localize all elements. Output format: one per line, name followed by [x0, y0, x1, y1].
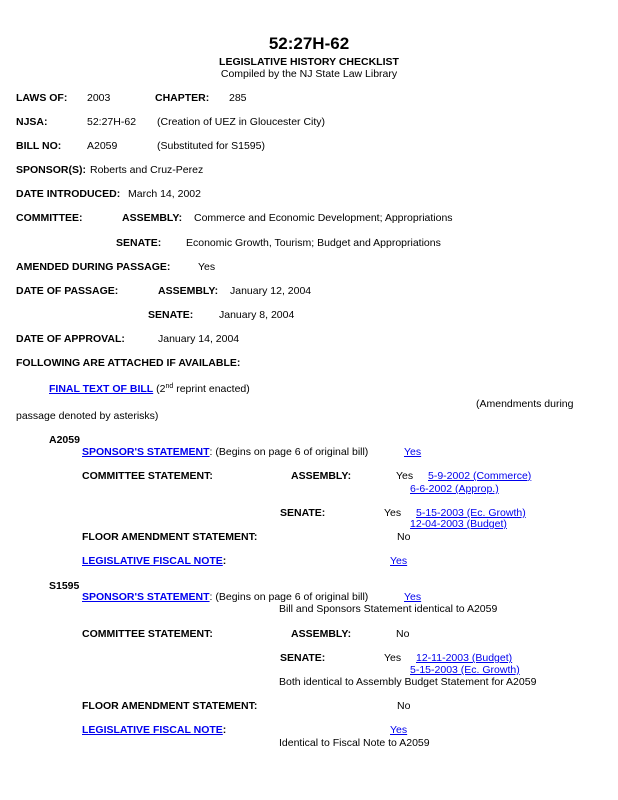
- s1595-senate-link-1[interactable]: 12-11-2003 (Budget): [416, 652, 513, 664]
- a2059-committee-label: COMMITTEE STATEMENT:: [82, 470, 213, 482]
- committee-assembly-value: Commerce and Economic Development; Appropriations: [194, 212, 453, 224]
- amendments-note-left: passage denoted by asterisks): [16, 410, 159, 422]
- amended-label: AMENDED DURING PASSAGE:: [16, 261, 171, 273]
- s1595-floor-value: No: [397, 700, 411, 712]
- s1595-committee-label: COMMITTEE STATEMENT:: [82, 628, 213, 640]
- a2059-senate-link-2[interactable]: 12-04-2003 (Budget): [410, 518, 507, 530]
- a2059-sponsor-statement-link[interactable]: SPONSOR'S STATEMENT: [82, 446, 210, 458]
- a2059-sponsor-yes-link[interactable]: Yes: [404, 446, 422, 458]
- a2059-senate-yes: Yes: [384, 507, 402, 519]
- amended-value: Yes: [198, 261, 216, 273]
- a2059-assembly-link-1[interactable]: 5-9-2002 (Commerce): [428, 470, 532, 482]
- a2059-assembly-label: ASSEMBLY:: [291, 470, 352, 482]
- committee-senate-label: SENATE:: [116, 237, 162, 249]
- chapter-value: 285: [229, 92, 247, 104]
- final-text-line: [49, 383, 250, 395]
- s1595-senate-yes: Yes: [384, 652, 402, 664]
- a2059-sponsor-note: : (Begins on page 6 of original bill): [209, 446, 369, 458]
- sponsors-label: SPONSOR(S):: [16, 164, 87, 176]
- a2059-assembly-link-2[interactable]: 6-6-2002 (Approp.): [410, 483, 499, 495]
- reprint-note: (2nd reprint enacted): [156, 383, 250, 395]
- laws-of-label: LAWS OF:: [16, 92, 68, 104]
- a2059-fiscal-yes-link[interactable]: Yes: [390, 555, 408, 567]
- s1595-sponsor-note: : (Begins on page 6 of original bill): [209, 591, 369, 603]
- bill-no-note: (Substituted for S1595): [157, 140, 265, 152]
- date-of-approval-value: January 14, 2004: [158, 333, 240, 345]
- njsa-description: (Creation of UEZ in Gloucester City): [157, 116, 326, 128]
- date-introduced-value: March 14, 2002: [128, 188, 201, 200]
- s1595-assembly-label: ASSEMBLY:: [291, 628, 352, 640]
- a2059-floor-label: FLOOR AMENDMENT STATEMENT:: [82, 531, 258, 543]
- s1595-senate-identical-note: Both identical to Assembly Budget Statement for A2059: [279, 676, 537, 688]
- a2059-assembly-yes: Yes: [396, 470, 414, 482]
- passage-assembly-value: January 12, 2004: [230, 285, 312, 297]
- passage-assembly-label: ASSEMBLY:: [158, 285, 219, 297]
- page-title: 52:27H-62: [268, 34, 350, 53]
- bill-no-label: BILL NO:: [16, 140, 62, 152]
- passage-senate-label: SENATE:: [148, 309, 194, 321]
- s1595-fiscal-yes-link[interactable]: Yes: [390, 724, 408, 736]
- page-subtitle: LEGISLATIVE HISTORY CHECKLIST: [219, 56, 399, 68]
- date-introduced-label: DATE INTRODUCED:: [16, 188, 121, 200]
- a2059-fiscal-note-link[interactable]: LEGISLATIVE FISCAL NOTE: [82, 555, 223, 567]
- date-of-approval-label: DATE OF APPROVAL:: [16, 333, 125, 345]
- a2059-sponsor-line: [82, 446, 368, 458]
- s1595-fiscal-note-link[interactable]: LEGISLATIVE FISCAL NOTE: [82, 724, 223, 736]
- sponsors-value: Roberts and Cruz-Perez: [90, 164, 204, 176]
- final-text-link[interactable]: FINAL TEXT OF BILL: [49, 383, 154, 395]
- laws-of-value: 2003: [87, 92, 111, 104]
- a2059-fiscal-line: LEGISLATIVE FISCAL NOTE:: [82, 555, 227, 567]
- compiled-by: Compiled by the NJ State Law Library: [220, 68, 398, 80]
- s1595-floor-label: FLOOR AMENDMENT STATEMENT:: [82, 700, 258, 712]
- s1595-fiscal-identical-note: Identical to Fiscal Note to A2059: [279, 737, 430, 749]
- committee-label: COMMITTEE:: [16, 212, 83, 224]
- s1595-senate-label: SENATE:: [280, 652, 326, 664]
- bill-no-value: A2059: [87, 140, 118, 152]
- passage-senate-value: January 8, 2004: [219, 309, 295, 321]
- s1595-sponsor-yes-link[interactable]: Yes: [404, 591, 422, 603]
- s1595-sponsor-identical-note: Bill and Sponsors Statement identical to A2059: [279, 603, 498, 615]
- committee-assembly-label: ASSEMBLY:: [122, 212, 183, 224]
- s1595-fiscal-line: LEGISLATIVE FISCAL NOTE:: [82, 724, 227, 736]
- attached-heading: FOLLOWING ARE ATTACHED IF AVAILABLE:: [16, 357, 241, 369]
- a2059-senate-label: SENATE:: [280, 507, 326, 519]
- committee-senate-value: Economic Growth, Tourism; Budget and Appropriations: [186, 237, 441, 249]
- njsa-label: NJSA:: [16, 116, 48, 128]
- s1595-assembly-value: No: [396, 628, 410, 640]
- a2059-heading: A2059: [49, 434, 80, 446]
- njsa-value: 52:27H-62: [87, 116, 137, 128]
- s1595-sponsor-line: [82, 591, 368, 603]
- a2059-senate-link-1[interactable]: 5-15-2003 (Ec. Growth): [416, 507, 526, 519]
- date-of-passage-label: DATE OF PASSAGE:: [16, 285, 119, 297]
- chapter-label: CHAPTER:: [155, 92, 210, 104]
- s1595-senate-link-2[interactable]: 5-15-2003 (Ec. Growth): [410, 664, 520, 676]
- s1595-sponsor-statement-link[interactable]: SPONSOR'S STATEMENT: [82, 591, 210, 603]
- s1595-heading: S1595: [49, 580, 80, 592]
- amendments-note-right: (Amendments during: [476, 398, 574, 410]
- a2059-floor-value: No: [397, 531, 411, 543]
